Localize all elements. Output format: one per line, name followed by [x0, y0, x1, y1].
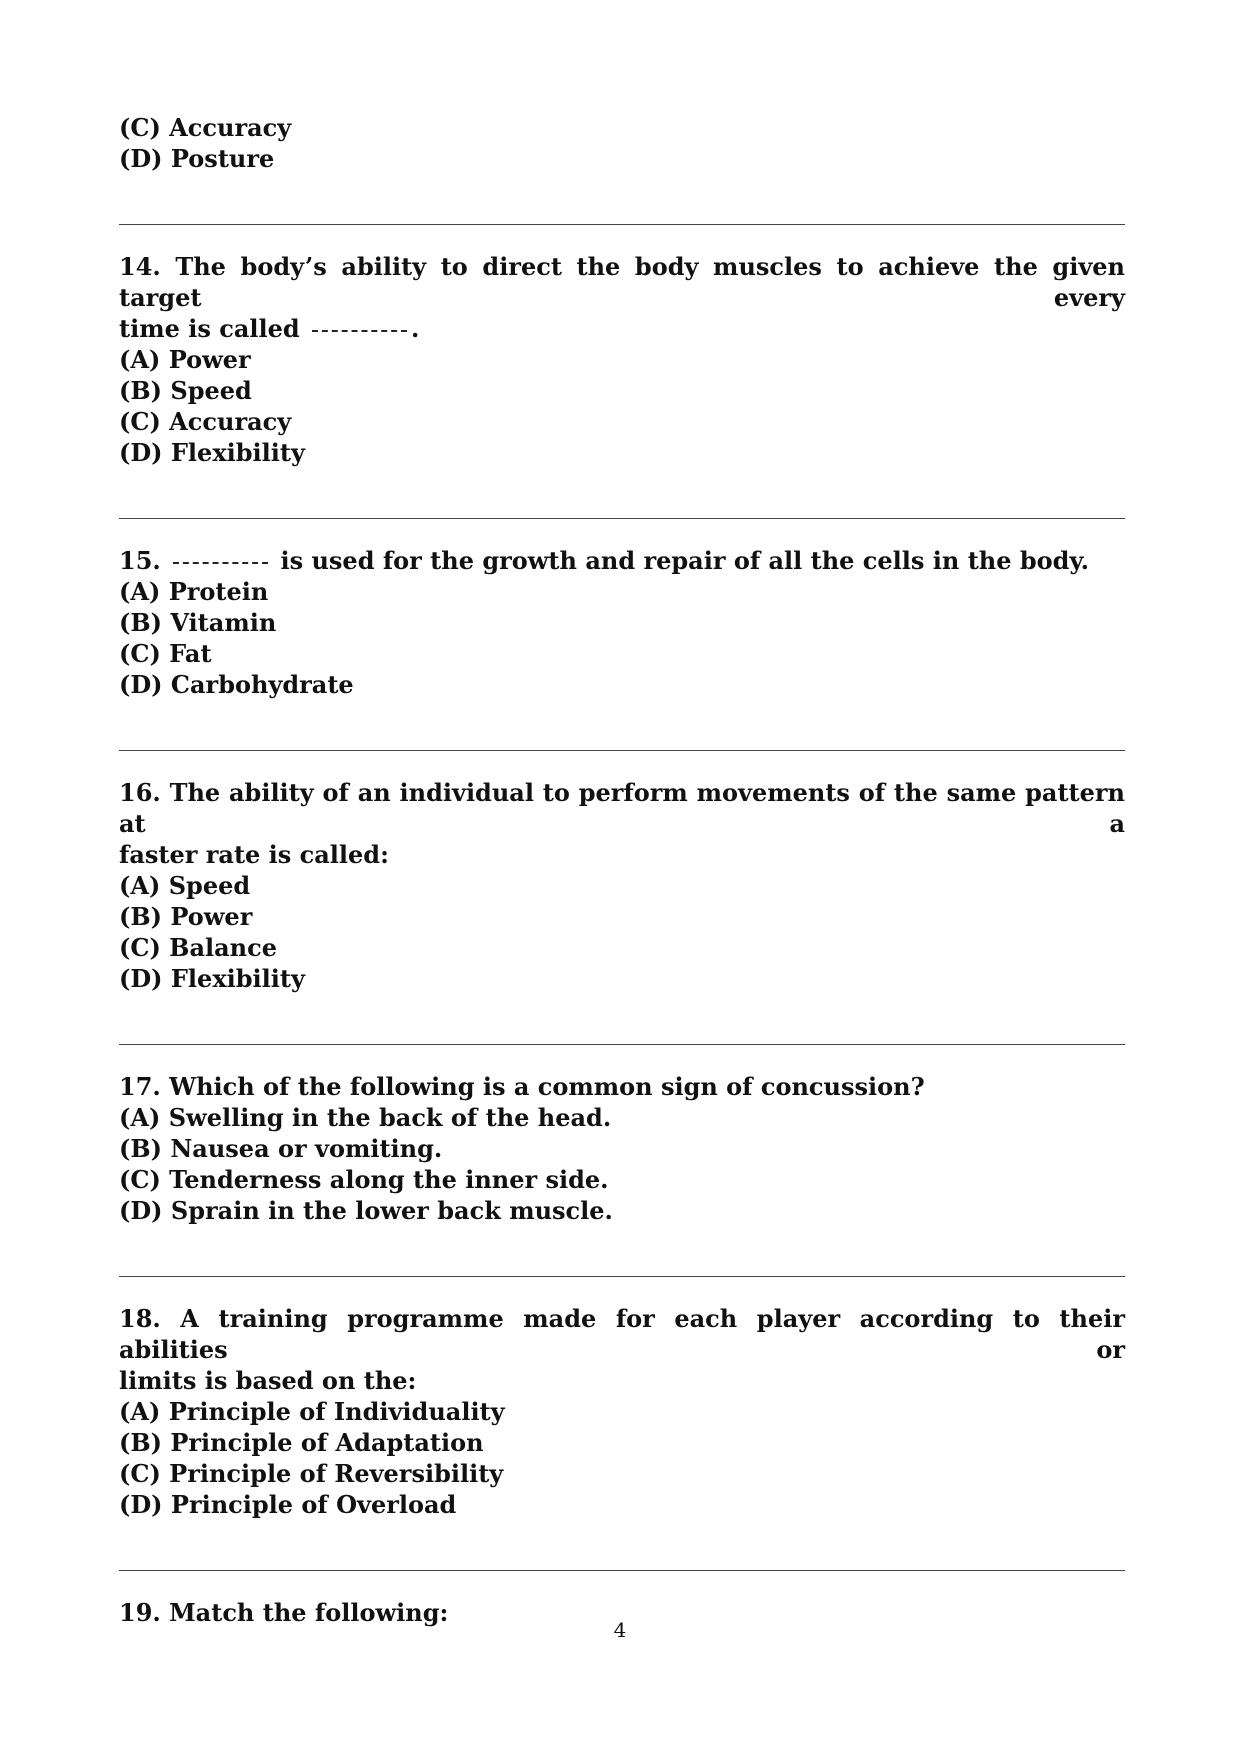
question-18: [119, 1303, 1125, 1520]
question-text: limits is based on the:: [119, 1366, 417, 1395]
question-16: [119, 777, 1125, 994]
option-d: (D) Flexibility: [119, 438, 305, 467]
option-d: (D) Principle of Overload: [119, 1490, 457, 1519]
option-a: (A) Speed: [119, 871, 251, 900]
option-b: (B) Vitamin: [119, 608, 277, 637]
question-text: 19. Match the following:: [119, 1598, 449, 1627]
option-b: (B) Principle of Adaptation: [119, 1428, 484, 1457]
question-text: 16. The ability of an individual to perform movements of the same pattern at a: [119, 778, 1125, 838]
question-text: 18. A training programme made for each player according to their abilities or: [119, 1304, 1125, 1364]
question-text: time is called .: [119, 314, 420, 343]
question-divider: [119, 518, 1125, 519]
answer-blank: [312, 330, 407, 332]
question-text: 14. The body’s ability to direct the body muscles to achieve the given target every: [119, 252, 1125, 312]
q13-options: [119, 112, 1125, 174]
question-divider: [119, 224, 1125, 225]
option-c: (C) Principle of Reversibility: [119, 1459, 504, 1488]
question-divider: [119, 1044, 1125, 1045]
option-d: (D) Posture: [119, 144, 275, 173]
option-c: (C) Fat: [119, 639, 212, 668]
question-15: [119, 545, 1125, 700]
option-a: (A) Protein: [119, 577, 269, 606]
option-a: (A) Swelling in the back of the head.: [119, 1103, 612, 1132]
question-text: faster rate is called:: [119, 840, 389, 869]
question-divider: [119, 1570, 1125, 1571]
option-a: (A) Power: [119, 345, 251, 374]
option-d: (D) Carbohydrate: [119, 670, 354, 699]
question-divider: [119, 750, 1125, 751]
option-c: (C) Accuracy: [119, 407, 292, 436]
option-b: (B) Power: [119, 902, 253, 931]
option-b: (B) Nausea or vomiting.: [119, 1134, 443, 1163]
option-c: (C) Accuracy: [119, 113, 292, 142]
option-b: (B) Speed: [119, 376, 252, 405]
exam-page: [119, 112, 1125, 1628]
answer-blank: [173, 562, 268, 564]
option-c: (C) Tenderness along the inner side.: [119, 1165, 609, 1194]
question-text: 15. is used for the growth and repair of all the cells in the body.: [119, 546, 1089, 575]
option-d: (D) Sprain in the lower back muscle.: [119, 1196, 613, 1225]
option-c: (C) Balance: [119, 933, 278, 962]
question-divider: [119, 1276, 1125, 1277]
option-d: (D) Flexibility: [119, 964, 305, 993]
page-number: 4: [613, 1618, 627, 1642]
question-17: [119, 1071, 1125, 1226]
question-14: [119, 251, 1125, 468]
question-text: 17. Which of the following is a common sign of concussion?: [119, 1072, 925, 1101]
option-a: (A) Principle of Individuality: [119, 1397, 505, 1426]
